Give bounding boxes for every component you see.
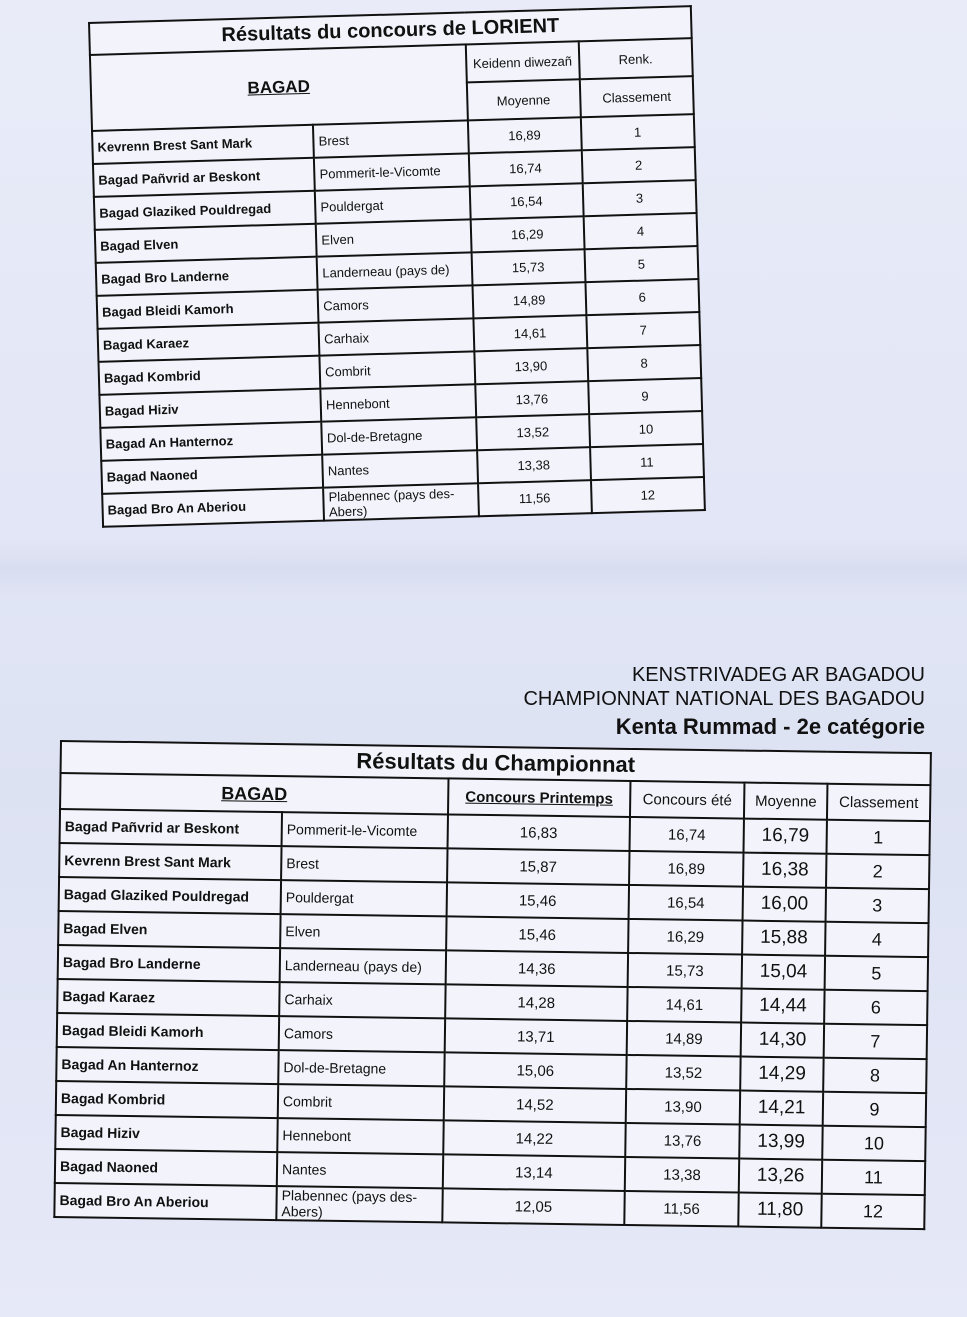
- rank-classement: 10: [822, 1126, 925, 1161]
- score-ete: 14,89: [626, 1021, 741, 1057]
- heading-category: Kenta Rummad - 2e catégorie: [615, 714, 925, 739]
- bagad-name: Bagad Karaez: [98, 323, 320, 362]
- score-moyenne: 14,29: [740, 1057, 823, 1092]
- bagad-name: Bagad Glaziked Pouldregad: [94, 191, 316, 230]
- score-moyenne: 14,61: [473, 315, 587, 351]
- score-ete: 11,56: [624, 1191, 739, 1227]
- bagad-name: Bagad Glaziked Pouldregad: [59, 877, 281, 914]
- score-printemps: 14,22: [443, 1120, 625, 1157]
- bagad-name: Bagad Hiziv: [99, 389, 321, 428]
- lorient-rows: [92, 114, 705, 527]
- score-printemps: 13,71: [445, 1018, 627, 1055]
- bagad-name: Bagad Naoned: [101, 455, 323, 494]
- lorient-col-renk: Renk.: [578, 38, 692, 79]
- lorient-col-moyenne: Moyenne: [466, 79, 580, 120]
- bagad-name: Bagad Bro An Aberiou: [54, 1183, 276, 1220]
- score-printemps: 15,46: [446, 916, 628, 953]
- bagad-city: Hennebont: [277, 1118, 443, 1154]
- rank-classement: 2: [582, 147, 696, 183]
- score-ete: 16,89: [629, 851, 744, 887]
- bagad-city: Dol-de-Bretagne: [321, 417, 476, 454]
- score-moyenne: 16,74: [468, 150, 582, 186]
- rank-classement: 10: [589, 411, 703, 447]
- bagad-city: Brest: [281, 846, 447, 882]
- rank-classement: 6: [824, 990, 927, 1025]
- championnat-col-printemps: Concours Printemps: [448, 778, 630, 817]
- score-moyenne: 14,44: [741, 989, 824, 1024]
- rank-classement: 12: [591, 477, 705, 513]
- score-ete: 13,90: [625, 1089, 740, 1125]
- lorient-title: Résultats du concours de LORIENT: [89, 6, 692, 55]
- bagad-name: Bagad Bleidi Kamorh: [57, 1013, 279, 1050]
- championnat-col-moyenne: Moyenne: [744, 783, 827, 820]
- championnat-col-ete: Concours été: [630, 781, 745, 819]
- bagad-city: Pommerit-le-Vicomte: [314, 153, 469, 190]
- score-printemps: 14,36: [446, 950, 628, 987]
- bagad-name: Bagad Elven: [58, 911, 280, 948]
- rank-classement: 2: [826, 854, 929, 889]
- rank-classement: 1: [827, 820, 930, 855]
- score-moyenne: 14,89: [472, 282, 586, 318]
- score-moyenne: 16,00: [743, 887, 826, 922]
- score-moyenne: 13,26: [739, 1159, 822, 1194]
- bagad-city: Pouldergat: [281, 880, 447, 916]
- score-moyenne: 15,04: [742, 955, 825, 990]
- bagad-city: Carhaix: [279, 982, 445, 1018]
- rank-classement: 5: [825, 956, 928, 991]
- lorient-col-classement: Classement: [580, 76, 694, 117]
- rank-classement: 1: [581, 114, 695, 150]
- bagad-city: Pouldergat: [315, 186, 470, 223]
- score-moyenne: 16,29: [470, 216, 584, 252]
- score-ete: 13,76: [625, 1123, 740, 1159]
- bagad-city: Plabennec (pays des-Abers): [323, 483, 478, 520]
- bagad-name: Bagad Pañvrid ar Beskont: [60, 809, 282, 846]
- score-printemps: 15,06: [444, 1052, 626, 1089]
- bagad-name: Bagad Naoned: [55, 1149, 277, 1186]
- bagad-name: Bagad Kombrid: [98, 356, 320, 395]
- rank-classement: 9: [588, 378, 702, 414]
- bagad-city: Brest: [313, 120, 468, 157]
- bagad-city: Camors: [279, 1016, 445, 1052]
- score-moyenne: 16,79: [744, 819, 827, 854]
- championnat-col-bagad: BAGAD: [60, 773, 448, 814]
- score-ete: 14,61: [627, 987, 742, 1023]
- rank-classement: 7: [824, 1024, 927, 1059]
- lorient-results-table: [88, 5, 706, 528]
- score-moyenne: 15,73: [471, 249, 585, 285]
- championnat-title: Résultats du Championnat: [61, 741, 931, 785]
- rank-classement: 3: [826, 888, 929, 923]
- rank-classement: 11: [590, 444, 704, 480]
- rank-classement: 3: [582, 180, 696, 216]
- rank-classement: 8: [823, 1058, 926, 1093]
- heading-breton: KENSTRIVADEG AR BAGADOU: [631, 664, 925, 686]
- championnat-rows: [54, 809, 930, 1229]
- score-moyenne: 13,90: [474, 348, 588, 384]
- bagad-name: Bagad An Hanternoz: [100, 422, 322, 461]
- score-printemps: 14,28: [445, 984, 627, 1021]
- bagad-name: Kevrenn Brest Sant Mark: [92, 125, 314, 164]
- bagad-name: Bagad Bro An Aberiou: [102, 488, 324, 527]
- rank-classement: 7: [586, 312, 700, 348]
- bagad-city: Pommerit-le-Vicomte: [282, 812, 448, 848]
- rank-classement: 4: [583, 213, 697, 249]
- score-moyenne: 14,30: [741, 1023, 824, 1058]
- score-moyenne: 11,56: [478, 480, 592, 516]
- bagad-name: Kevrenn Brest Sant Mark: [59, 843, 281, 880]
- bagad-name: Bagad Bleidi Kamorh: [97, 290, 319, 329]
- championnat-col-classement: Classement: [827, 784, 930, 821]
- score-moyenne: 13,76: [475, 381, 589, 417]
- bagad-city: Plabennec (pays des-Abers): [276, 1186, 442, 1222]
- score-moyenne: 13,99: [740, 1125, 823, 1160]
- bagad-city: Dol-de-Bretagne: [278, 1050, 444, 1086]
- rank-classement: 8: [587, 345, 701, 381]
- bagad-city: Nantes: [277, 1152, 443, 1188]
- bagad-city: Combrit: [320, 351, 475, 388]
- rank-classement: 11: [822, 1160, 925, 1195]
- bagad-city: Carhaix: [319, 318, 474, 355]
- score-ete: 16,74: [629, 817, 744, 853]
- paper-fold: [0, 540, 967, 600]
- score-printemps: 15,46: [447, 882, 629, 919]
- score-printemps: 15,87: [447, 848, 629, 885]
- score-moyenne: 16,38: [743, 853, 826, 888]
- score-printemps: 13,14: [443, 1154, 625, 1191]
- rank-classement: 9: [823, 1092, 926, 1127]
- score-moyenne: 16,54: [469, 183, 583, 219]
- score-moyenne: 14,21: [740, 1091, 823, 1126]
- score-printemps: 14,52: [444, 1086, 626, 1123]
- score-ete: 13,52: [626, 1055, 741, 1091]
- rank-classement: 6: [585, 279, 699, 315]
- score-moyenne: 15,88: [742, 921, 825, 956]
- score-ete: 13,38: [625, 1157, 740, 1193]
- lorient-col-bagad: BAGAD: [90, 44, 468, 130]
- score-moyenne: 16,89: [467, 117, 581, 153]
- score-printemps: 12,05: [442, 1188, 624, 1225]
- bagad-city: Camors: [318, 285, 473, 322]
- score-printemps: 16,83: [448, 814, 630, 851]
- championnat-results-table: [53, 740, 932, 1230]
- score-moyenne: 11,80: [739, 1193, 822, 1228]
- bagad-city: Hennebont: [321, 384, 476, 421]
- score-ete: 16,54: [628, 885, 743, 921]
- rank-classement: 12: [821, 1194, 924, 1229]
- rank-classement: 5: [584, 246, 698, 282]
- bagad-city: Landerneau (pays de): [317, 252, 472, 289]
- bagad-name: Bagad Elven: [95, 224, 317, 263]
- lorient-col-keidenn: Keidenn diwezañ: [465, 41, 579, 82]
- bagad-name: Bagad Bro Landerne: [58, 945, 280, 982]
- heading-french: CHAMPIONNAT NATIONAL DES BAGADOU: [523, 688, 925, 710]
- rank-classement: 4: [825, 922, 928, 957]
- bagad-city: Elven: [280, 914, 446, 950]
- bagad-city: Combrit: [278, 1084, 444, 1120]
- bagad-city: Elven: [316, 219, 471, 256]
- score-moyenne: 13,52: [476, 414, 590, 450]
- bagad-name: Bagad Hiziv: [55, 1115, 277, 1152]
- bagad-city: Nantes: [322, 450, 477, 487]
- bagad-name: Bagad An Hanternoz: [56, 1047, 278, 1084]
- bagad-name: Bagad Bro Landerne: [96, 257, 318, 296]
- bagad-city: Landerneau (pays de): [280, 948, 446, 984]
- bagad-name: Bagad Pañvrid ar Beskont: [93, 158, 315, 197]
- bagad-name: Bagad Karaez: [57, 979, 279, 1016]
- score-ete: 16,29: [628, 919, 743, 955]
- bagad-name: Bagad Kombrid: [56, 1081, 278, 1118]
- score-ete: 15,73: [627, 953, 742, 989]
- score-moyenne: 13,38: [477, 447, 591, 483]
